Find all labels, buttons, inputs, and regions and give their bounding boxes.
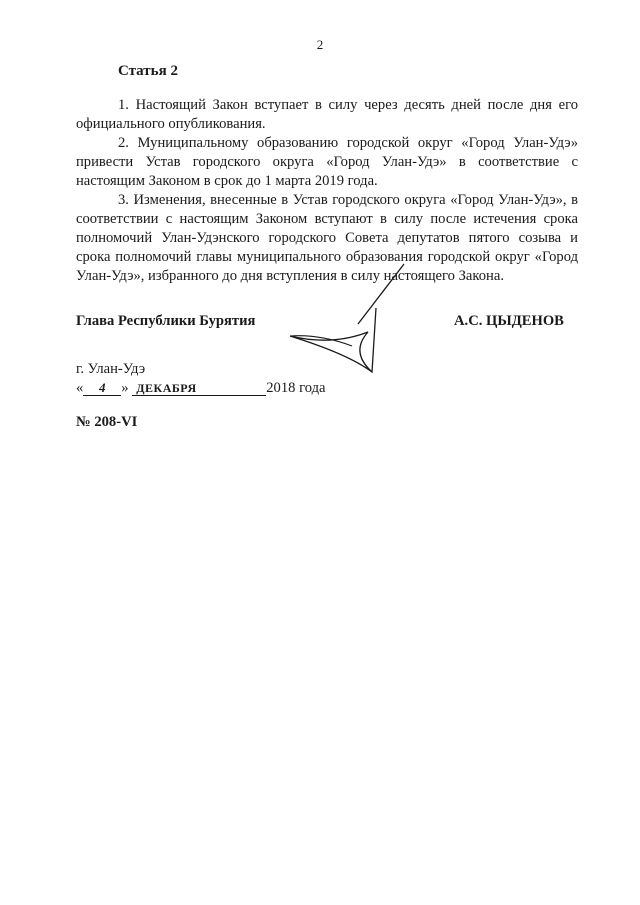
date-day: 4	[83, 381, 121, 396]
paragraph-2: 2. Муниципальному образованию городской округ «Город Улан-Удэ» привести Устав городского округа «Город Улан-Удэ» в соответствие с настоящим Законом в срок до 1 марта 2019 года.	[76, 135, 578, 189]
paragraph-1: 1. Настоящий Закон вступает в силу через десять дней после дня его официального опубликования.	[76, 97, 578, 132]
date-month: ДЕКАБРЯ	[132, 381, 266, 396]
signatory-title: Глава Республики Бурятия	[76, 313, 256, 329]
date-close-quote: »	[121, 380, 129, 396]
date-year: 2018 года	[266, 380, 326, 396]
page-number: 2	[316, 37, 324, 52]
date-open-quote: «	[76, 380, 84, 396]
signatory-name: А.С. ЦЫДЕНОВ	[454, 313, 564, 329]
law-number: № 208-VI	[76, 414, 138, 430]
paragraph-3: 3. Изменения, внесенные в Устав городского округа «Город Улан-Удэ», в соответствии с настоящим Законом вступают в силу после истечения срока полномочий Улан-Удэнского городского Совета депутатов пятого созыва и срока полномочий главы муниципального образования городской округ «Город Улан-Удэ», избранного до дня вступления в силу настоящего Закона.	[76, 192, 578, 284]
signing-date	[76, 380, 326, 397]
article-body	[76, 96, 578, 286]
handwritten-signature	[280, 262, 430, 382]
article-title: Статья 2	[118, 63, 178, 79]
place-of-signing: г. Улан-Удэ	[76, 361, 146, 377]
